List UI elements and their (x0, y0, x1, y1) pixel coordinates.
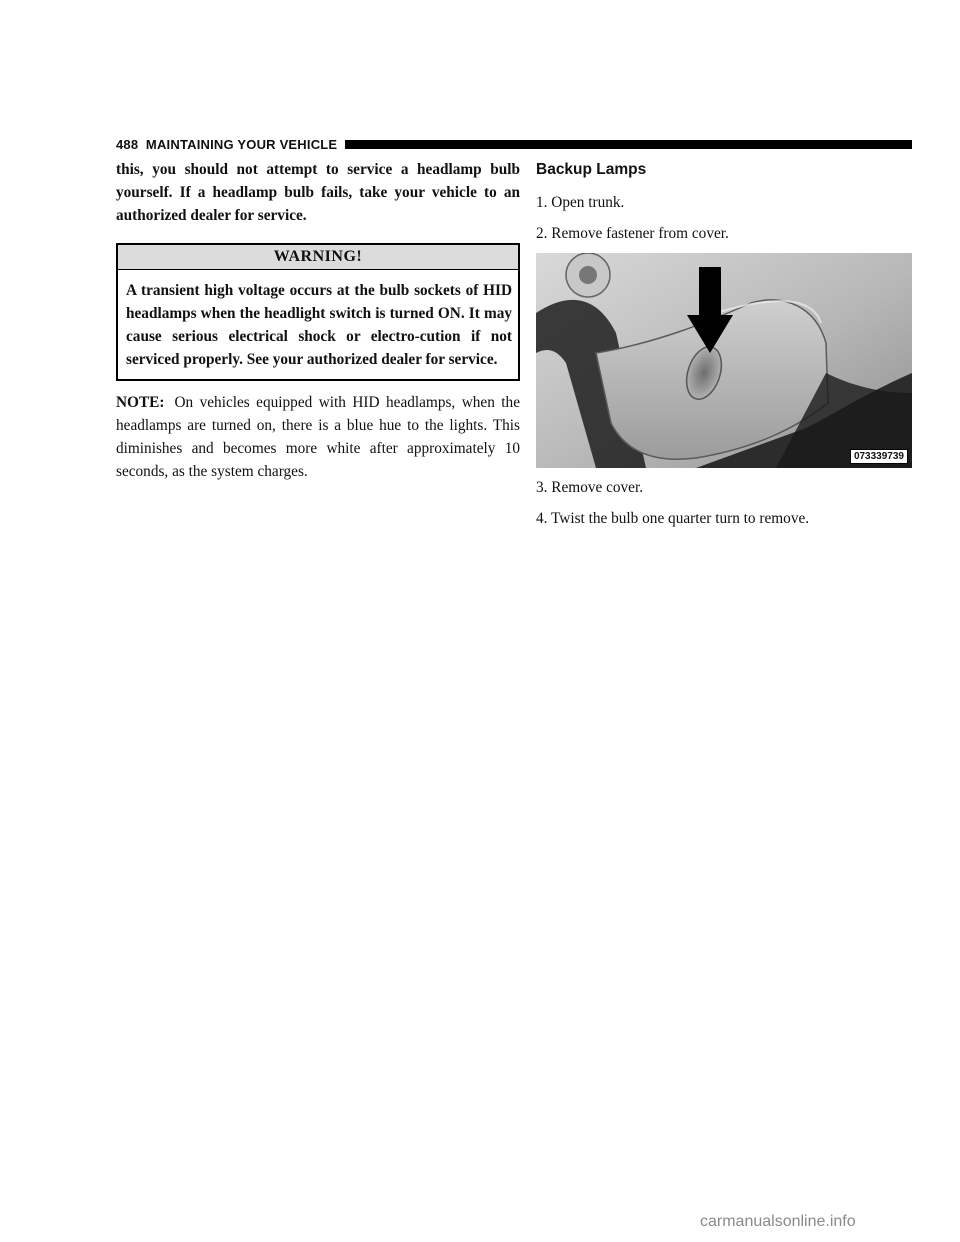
down-arrow-icon (687, 267, 733, 353)
intro-paragraph: this, you should not attempt to service a headlamp bulb yourself. If a headlamp bulb fails, take your vehicle to an authorized dealer for service. (116, 161, 520, 224)
watermark: carmanualsonline.info (700, 1213, 856, 1230)
step-3: 3. Remove cover. (536, 479, 644, 496)
running-header (116, 136, 912, 152)
warning-body: A transient high voltage occurs at the bulb sockets of HID headlamps when the headlight switch is turned ON. It may cause serious electrical shock or electro-cution if not serviced properly. See your authorized dealer for service. (126, 282, 512, 368)
page-number: 488 (116, 136, 139, 152)
warning-box (116, 243, 520, 381)
section-title: Backup Lamps (536, 161, 647, 178)
header-rule (345, 140, 912, 149)
warning-title: WARNING! (118, 245, 518, 270)
note-text: On vehicles equipped with HID headlamps, when the headlamps are turned on, there is a blue hue to the lights. This diminishes and becomes more white after approximately 10 seconds, as the system charges. (116, 394, 520, 480)
left-column (116, 158, 520, 483)
step-1: 1. Open trunk. (536, 194, 625, 211)
right-column (536, 158, 912, 530)
note-paragraph (116, 391, 520, 483)
figure-id-label: 073339739 (850, 449, 908, 464)
section-name: MAINTAINING YOUR VEHICLE (145, 136, 338, 152)
step-4: 4. Twist the bulb one quarter turn to remove. (536, 510, 810, 527)
note-label: NOTE: (116, 394, 165, 411)
trunk-cover-figure (536, 253, 912, 468)
page-header-text (116, 137, 337, 152)
step-2: 2. Remove fastener from cover. (536, 225, 729, 242)
